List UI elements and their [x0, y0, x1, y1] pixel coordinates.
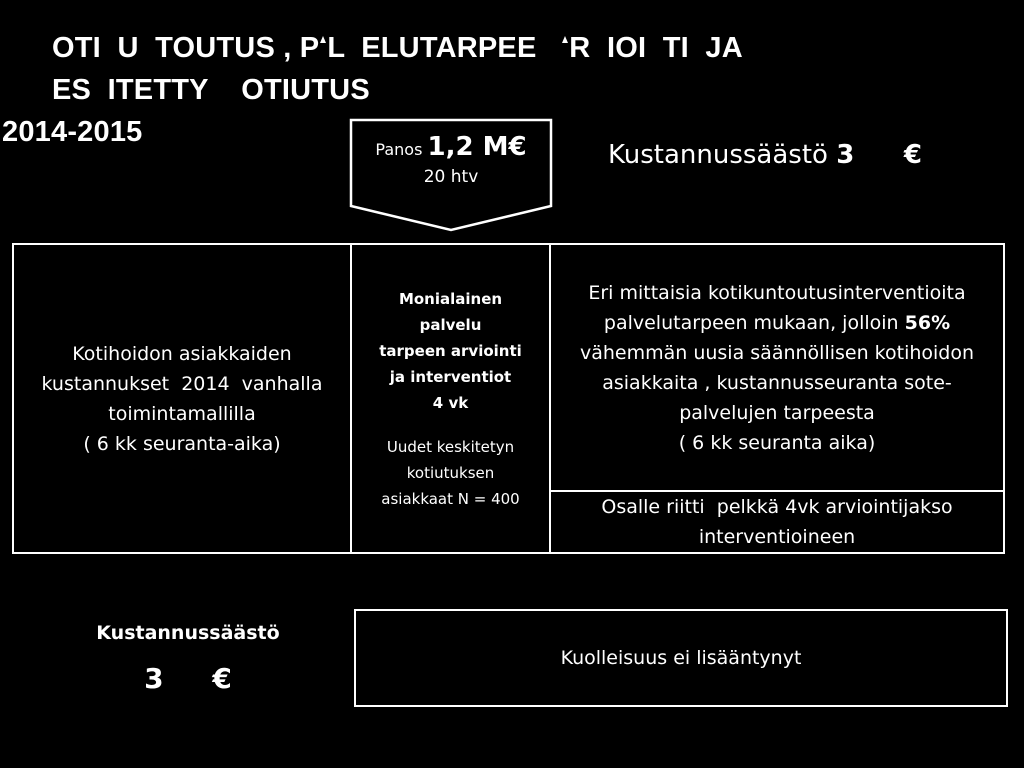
title-part-2: L ELUTARPEE — [327, 32, 537, 64]
intervention-line: Eri mittaisia kotikuntoutusinterventioita — [588, 281, 966, 304]
intervention-line: palvelujen tarpeesta — [679, 401, 875, 424]
investment-amount: 1,2 M€ — [427, 132, 527, 162]
investment-label — [352, 130, 550, 187]
title-part-3: R IOI TI JA — [569, 32, 743, 64]
intervention-line — [604, 308, 950, 338]
service-line: ja interventiot — [389, 367, 512, 386]
old-model-line: ( 6 kk seuranta-aika) — [83, 432, 281, 455]
assessment-only-box — [549, 490, 1005, 554]
mortality-text: Kuolleisuus ei lisääntynyt — [560, 647, 802, 669]
clients-line: asiakkaat N = 400 — [381, 489, 520, 508]
slide-years: 2014-2015 — [2, 116, 143, 148]
assessment-line: interventioineen — [698, 526, 856, 548]
old-model-line: kustannukset 2014 vanhalla — [41, 372, 323, 395]
cost-saving-bottom-currency: € — [212, 662, 232, 695]
cost-saving-top — [608, 140, 922, 170]
cost-saving-top-amount: 3 — [836, 140, 855, 170]
title-part-1: OTI U TOUTUS , P — [52, 32, 320, 64]
old-model-line: toimintamallilla — [108, 402, 256, 425]
cost-saving-bottom — [60, 622, 316, 695]
service-line: palvelu — [419, 315, 482, 334]
intervention-line: ( 6 kk seuranta aika) — [678, 431, 876, 454]
investment-staff: 20 htv — [423, 167, 479, 187]
triangle-glyph-icon — [562, 36, 568, 43]
reduction-percentage: 56% — [904, 311, 951, 334]
cost-saving-bottom-amount: 3 — [144, 662, 164, 695]
intervention-line: asiakkaita , kustannusseuranta sote- — [602, 371, 952, 394]
slide-title-line-2: ES ITETTY OTIUTUS — [52, 74, 370, 106]
intervention-text: palvelutarpeen mukaan, jolloin — [603, 311, 905, 334]
service-line: 4 vk — [432, 393, 469, 412]
triangle-glyph-icon — [320, 36, 326, 43]
service-line: Monialainen — [398, 289, 503, 308]
clients-line: kotiutuksen — [406, 463, 495, 482]
mortality-box — [354, 609, 1008, 707]
service-line: tarpeen arviointi — [379, 341, 522, 360]
assessment-line: Osalle riitti pelkkä 4vk arviointijakso — [601, 496, 953, 518]
investment-amount-line — [352, 130, 550, 167]
old-model-costs-box — [12, 243, 352, 554]
cost-saving-bottom-label: Kustannussäästö — [96, 622, 280, 644]
intervention-line: vähemmän uusia säännöllisen kotihoidon — [579, 341, 975, 364]
multidisciplinary-service-box — [350, 243, 551, 554]
old-model-line: Kotihoidon asiakkaiden — [72, 342, 292, 365]
investment-label-text: Panos — [375, 140, 423, 159]
rehabilitation-interventions-box — [549, 243, 1005, 492]
slide-title-line-1 — [52, 34, 743, 63]
cost-saving-bottom-value — [60, 662, 316, 695]
cost-saving-top-currency: € — [903, 140, 922, 170]
clients-line: Uudet keskitetyn — [386, 437, 515, 456]
cost-saving-top-label: Kustannussäästö — [608, 140, 828, 170]
